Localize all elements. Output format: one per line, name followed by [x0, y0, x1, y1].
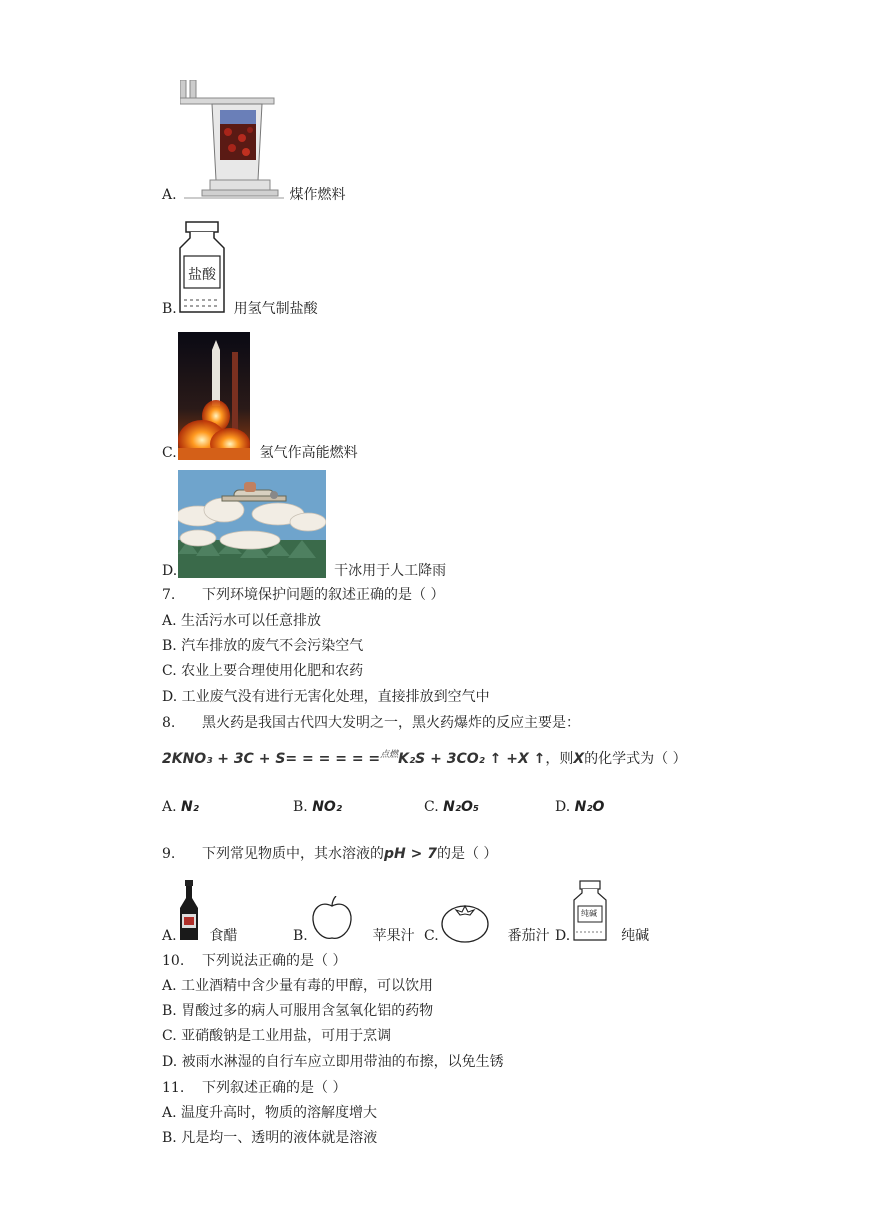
equation-left: 2KNO₃ + 3C + S= = = = = = — [162, 751, 381, 767]
question-number: 8. — [162, 715, 176, 731]
q11-option-b: B. 凡是均一、透明的液体就是溶液 — [162, 1130, 378, 1146]
question-8 — [162, 714, 580, 732]
q11-option-a: A. 温度升高时，物质的溶解度增大 — [162, 1105, 378, 1121]
q8-option-d: D. N₂O — [555, 799, 605, 815]
q9-option-a-text: 食醋 — [209, 928, 238, 944]
q8-option-b: B. NO₂ — [293, 799, 342, 815]
stem-before: 下列常见物质中，其水溶液的 — [202, 846, 384, 862]
q6-option-a-text: 煤作燃料 — [289, 187, 346, 203]
question-stem: 黑火药是我国古代四大发明之一，黑火药爆炸的反应主要是： — [202, 715, 580, 731]
q7-option-b: B. 汽车排放的废气不会污染空气 — [162, 638, 364, 654]
q8-option-c: C. N₂O₅ — [424, 799, 480, 815]
q9-option-d-letter: D. — [555, 928, 571, 944]
q9-option-a-letter: A. — [162, 928, 177, 944]
q9-option-b-letter: B. — [293, 928, 308, 944]
stem-after: 的是（ ） — [436, 846, 498, 862]
q7-option-d: D. 工业废气没有进行无害化处理，直接排放到空气中 — [162, 689, 490, 705]
q6-option-d-text: 干冰用于人工降雨 — [334, 563, 447, 579]
q10-option-b: B. 胃酸过多的病人可服用含氢氧化铝的药物 — [162, 1003, 434, 1019]
q7-option-c: C. 农业上要合理使用化肥和农药 — [162, 663, 364, 679]
equation-tail: ，则 — [545, 751, 574, 767]
ph-condition: pH > 7 — [384, 846, 437, 862]
equation-end: 的化学式为（ ） — [584, 751, 687, 767]
rocket-launch-image — [178, 332, 250, 460]
question-stem: 下列说法正确的是（ ） — [202, 953, 347, 969]
q9-option-c-letter: C. — [424, 928, 439, 944]
q6-option-b-text: 用氢气制盐酸 — [233, 301, 318, 317]
question-stem: 下列叙述正确的是（ ） — [202, 1080, 347, 1096]
q9-option-d-text: 纯碱 — [621, 928, 650, 944]
coal-stove-image — [180, 80, 284, 202]
q6-option-d-letter: D. — [162, 563, 178, 579]
q7-option-a: A. 生活污水可以任意排放 — [162, 613, 322, 629]
q10-option-a: A. 工业酒精中含少量有毒的甲醇，可以饮用 — [162, 978, 434, 994]
question-10 — [162, 952, 346, 970]
bottle-label: 盐酸 — [188, 267, 216, 283]
q9-option-b-text: 苹果汁 — [372, 928, 415, 944]
q6-option-c-text: 氢气作高能燃料 — [259, 445, 358, 461]
q10-option-d: D. 被雨水淋湿的自行车应立即用带油的布擦，以免生锈 — [162, 1054, 504, 1070]
unknown-x: X — [573, 751, 585, 767]
q9-option-c-text: 番茄汁 — [507, 928, 550, 944]
question-stem: 下列环境保护问题的叙述正确的是（ ） — [202, 587, 445, 603]
jar-label: 纯碱 — [581, 909, 597, 918]
question-number: 11. — [162, 1080, 185, 1096]
equation-right: K₂S + 3CO₂ ↑ +X ↑ — [398, 751, 546, 767]
q6-option-c-letter: C. — [162, 445, 177, 461]
q6-option-b-letter: B. — [162, 301, 177, 317]
question-9 — [162, 845, 497, 863]
q8-equation — [162, 750, 687, 770]
q6-option-a-letter: A. — [162, 187, 177, 203]
question-11 — [162, 1079, 346, 1097]
reaction-condition: 点燃 — [380, 750, 399, 760]
question-number: 7. — [162, 587, 176, 603]
question-7 — [162, 586, 444, 604]
question-number: 10. — [162, 953, 185, 969]
q10-option-c: C. 亚硝酸钠是工业用盐，可用于烹调 — [162, 1028, 392, 1044]
q8-option-a: A. N₂ — [162, 799, 199, 815]
question-number: 9. — [162, 846, 176, 862]
